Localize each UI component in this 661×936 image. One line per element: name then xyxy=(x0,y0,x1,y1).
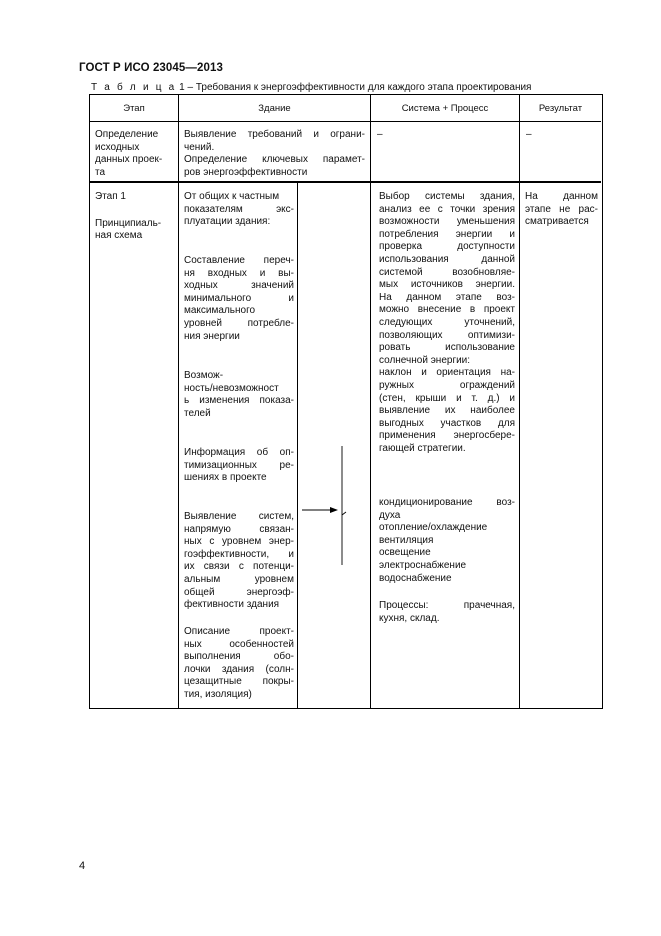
text-line: Составление переч- xyxy=(184,255,294,266)
text-line: потребления энергии и xyxy=(379,228,515,240)
row2-stage xyxy=(95,191,175,243)
text-line: проверка доступности xyxy=(379,241,515,253)
text-line: гающей стратегии. xyxy=(379,442,466,454)
text-line: На данном xyxy=(525,191,598,202)
text-line: кухня, склад. xyxy=(379,612,440,624)
document-header: ГОСТ Р ИСО 23045—2013 xyxy=(79,62,224,74)
text-line: отопление/охлаждение xyxy=(379,522,488,534)
text-line: общей энергоэф- xyxy=(184,586,294,598)
text-line: духа xyxy=(379,509,401,521)
text-line: альным уровнем xyxy=(184,573,294,585)
text-line: шениях в проекте xyxy=(184,472,267,484)
text-line: уровней потребле- xyxy=(184,317,294,329)
text-line: сматривается xyxy=(525,216,589,228)
text-line: освещение xyxy=(379,547,431,559)
text-line: следующих уточнений, xyxy=(379,316,515,328)
text-line: выполнения обо- xyxy=(184,651,294,663)
text-line: ных с уровнем энер- xyxy=(184,536,294,548)
system-p1 xyxy=(379,191,515,455)
text-line: ровать использование xyxy=(379,342,515,354)
text-line: данных проек- xyxy=(95,154,163,166)
text-line: ружных ограждений xyxy=(379,379,515,391)
page-number: 4 xyxy=(79,860,86,872)
text-line: солнечной энергии: xyxy=(379,354,471,366)
text-line: ная схема xyxy=(95,230,143,242)
text-line: Процессы: прачечная, xyxy=(379,600,515,611)
text-line: Определение xyxy=(95,129,159,140)
column-header-result: Результат xyxy=(538,103,583,114)
building-p2 xyxy=(184,255,294,343)
text-line: позволяющих оптимизи- xyxy=(379,329,515,341)
text-line: Выявление систем, xyxy=(184,511,294,522)
text-line: телей xyxy=(184,407,211,419)
text-line: применения энергосбере- xyxy=(379,430,515,442)
text-line: Выбор системы здания, xyxy=(379,191,515,202)
text-line: электроснабжение xyxy=(379,559,467,571)
building-p5 xyxy=(184,511,294,612)
text-line: выявление их наиболее xyxy=(379,405,515,417)
text-line: ь изменения показа- xyxy=(184,395,294,407)
text-line: фективности здания xyxy=(184,599,280,611)
system-p2 xyxy=(379,497,515,585)
building-p4 xyxy=(184,447,294,485)
column-header-building: Здание xyxy=(258,103,291,114)
text-line: системой возобновляе- xyxy=(379,266,515,278)
text-line: возможности уменьшения xyxy=(379,216,515,228)
text-line: исходных xyxy=(95,141,140,153)
text-line: Выявление требований и ограни- xyxy=(184,129,365,140)
text-line: чений. xyxy=(184,141,215,153)
text-line: наклон и ориентация на- xyxy=(379,367,515,379)
row1-building xyxy=(184,129,365,179)
text-line: этапе не рас- xyxy=(525,203,598,215)
building-subdivider xyxy=(297,183,298,708)
row2-result xyxy=(525,191,598,229)
table-caption xyxy=(91,82,531,93)
text-line: тимизационных ре- xyxy=(184,459,294,471)
row1-result: – xyxy=(526,129,532,140)
text-line: Информация об оп- xyxy=(184,447,294,458)
text-line: лочки здания (солн- xyxy=(184,663,294,675)
text-line: кондиционирование воз- xyxy=(379,497,515,508)
text-line: плуатации здания: xyxy=(184,216,271,228)
text-line: максимального xyxy=(184,305,256,317)
text-line: выгодных участков для xyxy=(379,417,515,429)
text-line: ных особенностей xyxy=(184,638,294,650)
col-divider-1 xyxy=(178,95,179,708)
table-caption-label: Т а б л и ц а xyxy=(91,82,177,93)
text-line: использования данной xyxy=(379,253,515,265)
column-header-stage: Этап xyxy=(123,103,145,114)
text-line: ходных значений xyxy=(184,280,294,292)
row-divider xyxy=(90,181,601,183)
text-line: напрямую связан- xyxy=(184,523,294,535)
text-line: показателям экс- xyxy=(184,203,294,215)
building-p6 xyxy=(184,626,294,702)
text-line: тия, изоляция) xyxy=(184,688,252,700)
text-line: ния энергии xyxy=(184,330,240,342)
text-line: анализ ее с точки зрения xyxy=(379,203,515,215)
text-line: Принципиаль- xyxy=(95,217,162,229)
header-row-divider xyxy=(90,121,601,122)
building-p1 xyxy=(184,191,294,229)
text-line: Возмож- xyxy=(184,370,224,381)
building-p3 xyxy=(184,370,294,420)
text-line: ров энергоэффективности xyxy=(184,166,308,178)
system-p3 xyxy=(379,600,515,625)
text-line: гоэффективности, и xyxy=(184,548,294,560)
col-divider-3 xyxy=(519,95,520,708)
arrow-connector-icon xyxy=(300,440,368,570)
text-line: ность/невозможност xyxy=(184,382,279,394)
text-line: можно внесение в проект xyxy=(379,304,515,316)
text-line: мых источников энергии. xyxy=(379,279,515,291)
row1-system: – xyxy=(377,129,383,140)
text-line: вентиляция xyxy=(379,534,434,546)
text-line: их связи с потенци- xyxy=(184,561,294,573)
text-line: цезащитные покры- xyxy=(184,676,294,688)
text-line: Определение ключевых парамет- xyxy=(184,154,365,166)
stage-number: Этап 1 xyxy=(95,191,126,202)
text-line: (стен, крыши и т. д.) и xyxy=(379,392,515,404)
requirements-table xyxy=(89,94,603,709)
text-line: минимального и xyxy=(184,292,294,304)
text-line: ня входных и вы- xyxy=(184,267,294,279)
row1-stage xyxy=(95,129,175,179)
text-line: На данном этапе воз- xyxy=(379,291,515,303)
text-line: та xyxy=(95,166,106,178)
text-line: водоснабжение xyxy=(379,572,452,584)
column-header-system: Система + Процесс xyxy=(401,103,489,114)
table-caption-text: 1 – Требования к энергоэффективности для каждого этапа проектирования xyxy=(179,82,532,93)
text-line: От общих к частным xyxy=(184,191,280,202)
col-divider-2 xyxy=(370,95,371,708)
text-line: Описание проект- xyxy=(184,626,294,637)
